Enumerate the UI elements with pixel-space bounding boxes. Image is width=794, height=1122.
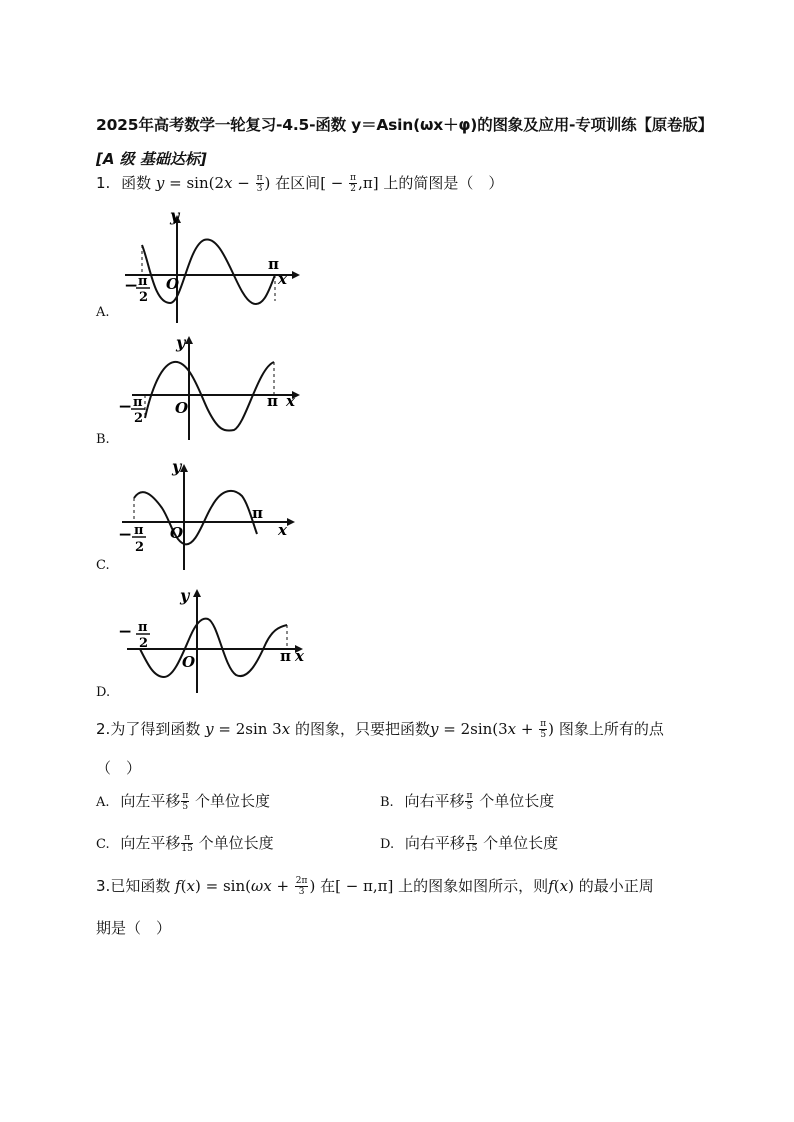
- origin-label: O: [170, 524, 184, 542]
- q2-option-d-post: 个单位长度: [483, 834, 559, 852]
- q2-option-a-label: A.: [96, 795, 110, 810]
- question-1-prefix: 函数: [121, 174, 152, 192]
- q2-option-d-pre: 向右平移: [404, 834, 465, 852]
- x-axis-label: x: [278, 521, 287, 539]
- question-2-number: 2.: [96, 720, 111, 738]
- x-axis-label: x: [278, 270, 287, 288]
- pi-label: π: [252, 504, 263, 522]
- pi-label: π: [268, 255, 279, 273]
- q2-option-b-post: 个单位长度: [479, 792, 555, 810]
- question-2-text2: 的图象，只要把函数: [294, 720, 430, 738]
- half-pi-denominator: 2: [139, 636, 149, 651]
- question-3-text1: 已知函数: [110, 877, 171, 895]
- q2-option-a-post: 个单位长度: [195, 792, 271, 810]
- question-3: 3.已知函数 f(x) = sin(ωx + $\frac{2\pi}{3}$ ) 在[ − π,π] 上的图象如图所示，则f(x) 的最小正周: [96, 876, 654, 897]
- question-2-text3: 图象上所有的点: [558, 720, 664, 738]
- origin-label: O: [175, 399, 189, 417]
- question-2-paren: （ ）: [96, 759, 142, 777]
- option-d-label: D.: [96, 685, 111, 700]
- question-3-text2: 在: [320, 877, 336, 895]
- x-axis-label: x: [286, 392, 295, 410]
- minus-sign: −: [124, 276, 139, 296]
- question-2: 2.为了得到函数 y = 2sin 3x 的图象，只要把函数y = 2sin(3x + $\frac{\pi}{5}$ ) 图象上所有的点: [96, 719, 664, 740]
- x-axis-label: x: [295, 647, 304, 665]
- q2-option-c-post: 个单位长度: [198, 834, 274, 852]
- question-1-function: y: [155, 174, 165, 192]
- question-1-suffix: 上的简图是（ ）: [383, 174, 504, 192]
- q2-option-a[interactable]: A. 向左平移 $\frac{\pi}{5}$ 个单位长度: [96, 791, 271, 812]
- half-pi-denominator: 2: [134, 411, 144, 426]
- half-pi-numerator: π: [138, 620, 148, 635]
- graph-option-d: [112, 585, 307, 697]
- q2-option-b-label: B.: [380, 795, 394, 810]
- document-title: 2025年高考数学一轮复习-4.5-函数 y＝Asin(ωx＋φ)的图象及应用-专项训练【原卷版】: [96, 116, 713, 134]
- option-c-label: C.: [96, 558, 110, 573]
- pi-label: π: [280, 647, 291, 665]
- y-axis-label: y: [172, 458, 182, 476]
- question-1-mid: 在区间: [275, 174, 321, 192]
- q2-option-a-pre: 向左平移: [120, 792, 181, 810]
- question-3-text3: 上的图象如图所示，则: [398, 877, 549, 895]
- question-3-text4: 的最小正周: [578, 877, 654, 895]
- q2-option-b-pre: 向右平移: [404, 792, 465, 810]
- section-heading: [A 级 基础达标]: [96, 150, 207, 168]
- q2-option-c-label: C.: [96, 837, 110, 852]
- minus-sign: −: [118, 622, 133, 642]
- origin-label: O: [166, 275, 180, 293]
- question-3-line2: 期是（ ）: [96, 919, 172, 937]
- q2-option-b[interactable]: B. 向右平移 $\frac{\pi}{5}$ 个单位长度: [380, 791, 555, 812]
- graph-option-a: [120, 205, 300, 325]
- minus-sign: −: [118, 525, 133, 545]
- question-1: 1. 函数 y = sin(2x − $\frac{\pi}{3}$ ) 在区间[ − $\frac{\pi}{2}$ ,π] 上的简图是（ ）: [96, 173, 504, 194]
- option-b-label: B.: [96, 432, 110, 447]
- option-a-label: A.: [96, 305, 110, 320]
- q2-option-c[interactable]: C. 向左平移 $\frac{\pi}{15}$ 个单位长度: [96, 833, 274, 854]
- y-axis-label: y: [180, 586, 190, 605]
- half-pi-denominator: 2: [135, 540, 145, 555]
- graph-option-c: [112, 458, 302, 572]
- question-3-number: 3.: [96, 877, 111, 895]
- q2-option-d[interactable]: D. 向右平移 $\frac{\pi}{15}$ 个单位长度: [380, 833, 559, 854]
- pi-label: π: [267, 392, 278, 410]
- half-pi-numerator: π: [133, 395, 143, 410]
- half-pi-numerator: π: [134, 523, 144, 538]
- y-axis-label: y: [176, 333, 186, 352]
- q2-option-c-pre: 向左平移: [120, 834, 181, 852]
- minus-sign: −: [118, 397, 133, 417]
- y-axis-label: y: [170, 206, 180, 225]
- half-pi-denominator: 2: [139, 290, 149, 305]
- half-pi-numerator: π: [138, 274, 148, 289]
- graph-option-b: [112, 332, 302, 444]
- origin-label: O: [182, 653, 196, 671]
- question-2-text1: 为了得到函数: [110, 720, 201, 738]
- question-1-number: 1.: [96, 174, 111, 192]
- q2-option-d-label: D.: [380, 837, 395, 852]
